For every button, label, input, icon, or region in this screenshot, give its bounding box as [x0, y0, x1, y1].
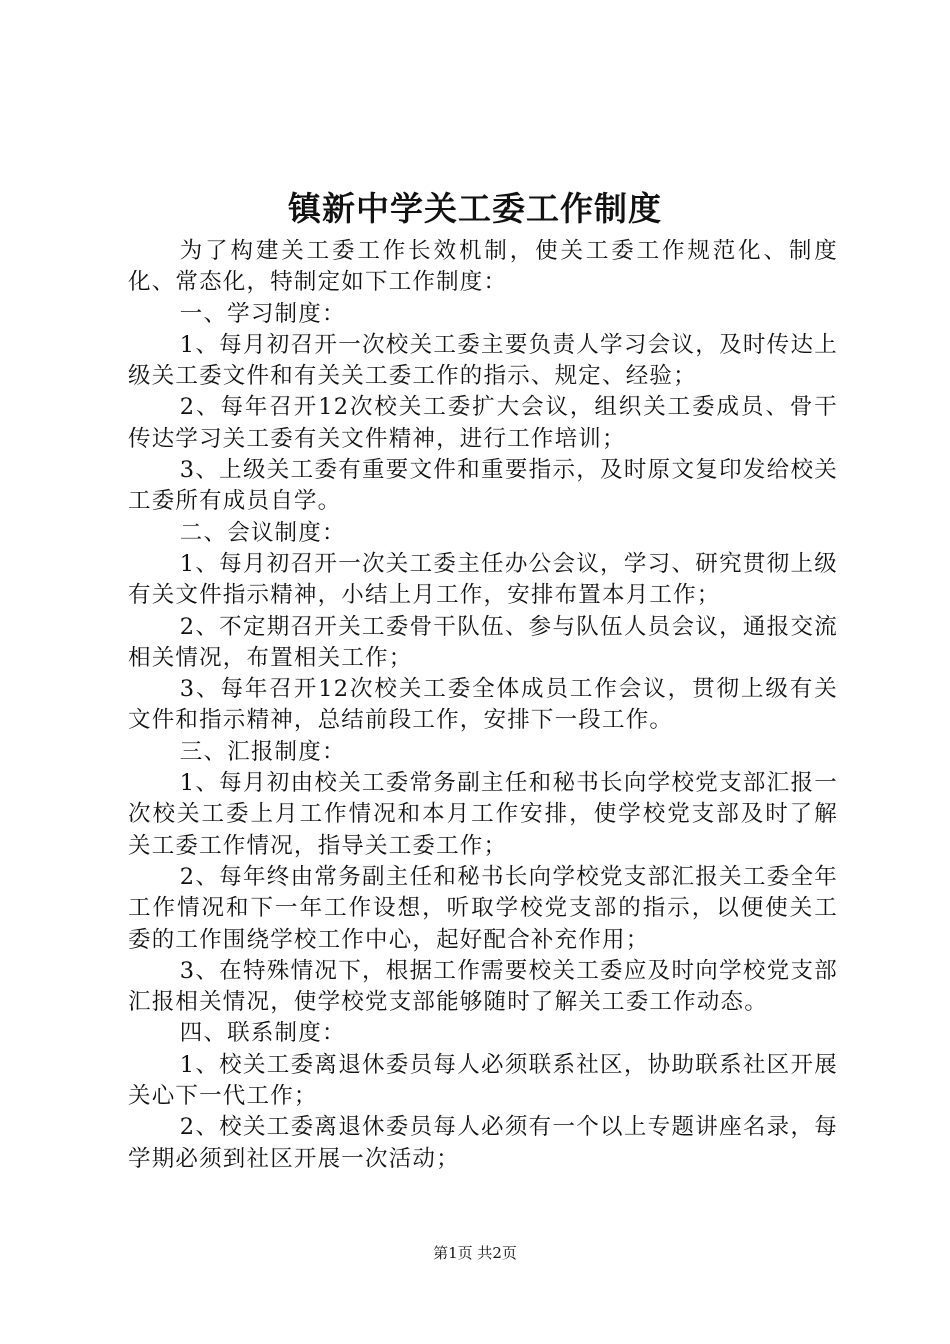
paragraph: 1、每月初召开一次校关工委主要负责人学习会议，及时传达上级关工委文件和有关关工委工作的指示、规定、经验；	[128, 331, 838, 390]
paragraph: 2、每年召开12次校关工委扩大会议，组织关工委成员、骨干传达学习关工委有关文件精神，进行工作培训；	[128, 394, 838, 452]
paragraph: 1、每月初召开一次关工委主任办公会议，学习、研究贯彻上级有关文件指示精神，小结上月工作，安排布置本月工作；	[128, 550, 838, 609]
paragraph: 2、校关工委离退休委员每人必须有一个以上专题讲座名录，每学期必须到社区开展一次活动；	[128, 1114, 838, 1172]
paragraph: 2、不定期召开关工委骨干队伍、参与队伍人员会议，通报交流相关情况，布置相关工作；	[128, 613, 838, 671]
section-heading-contact: 四、联系制度：	[179, 1020, 346, 1047]
paragraph-intro: 为了构建关工委工作长效机制，使关工委工作规范化、制度化、常态化，特制定如下工作制度：	[128, 238, 838, 296]
section-heading-report: 三、汇报制度：	[179, 738, 346, 765]
document-title: 镇新中学关工委工作制度	[288, 189, 662, 228]
paragraph: 1、每月初由校关工委常务副主任和秘书长向学校党支部汇报一次校关工委上月工作情况和本月工作安排，使学校党支部及时了解关工委工作情况，指导关工委工作；	[128, 770, 838, 859]
paragraph: 3、上级关工委有重要文件和重要指示，及时原文复印发给校关工委所有成员自学。	[128, 457, 838, 515]
paragraph: 1、校关工委离退休委员每人必须联系社区，协助联系社区开展关心下一代工作；	[128, 1051, 838, 1110]
paragraph: 2、每年终由常务副主任和秘书长向学校党支部汇报关工委全年工作情况和下一年工作设想，听取学校党支部的指示，以便使关工委的工作围绕学校工作中心，起好配合补充作用；	[128, 863, 838, 953]
document-body	[128, 236, 838, 1175]
paragraph: 3、在特殊情况下，根据工作需要校关工委应及时向学校党支部汇报相关情况，使学校党支部能够随时了解关工委工作动态。	[128, 957, 838, 1016]
section-heading-study: 一、学习制度：	[179, 300, 346, 327]
section-heading-meeting: 二、会议制度：	[179, 519, 346, 546]
page-footer: 第1页 共2页	[433, 1244, 517, 1262]
paragraph: 3、每年召开12次校关工委全体成员工作会议，贯彻上级有关文件和指示精神，总结前段工作，安排下一段工作。	[128, 676, 838, 734]
